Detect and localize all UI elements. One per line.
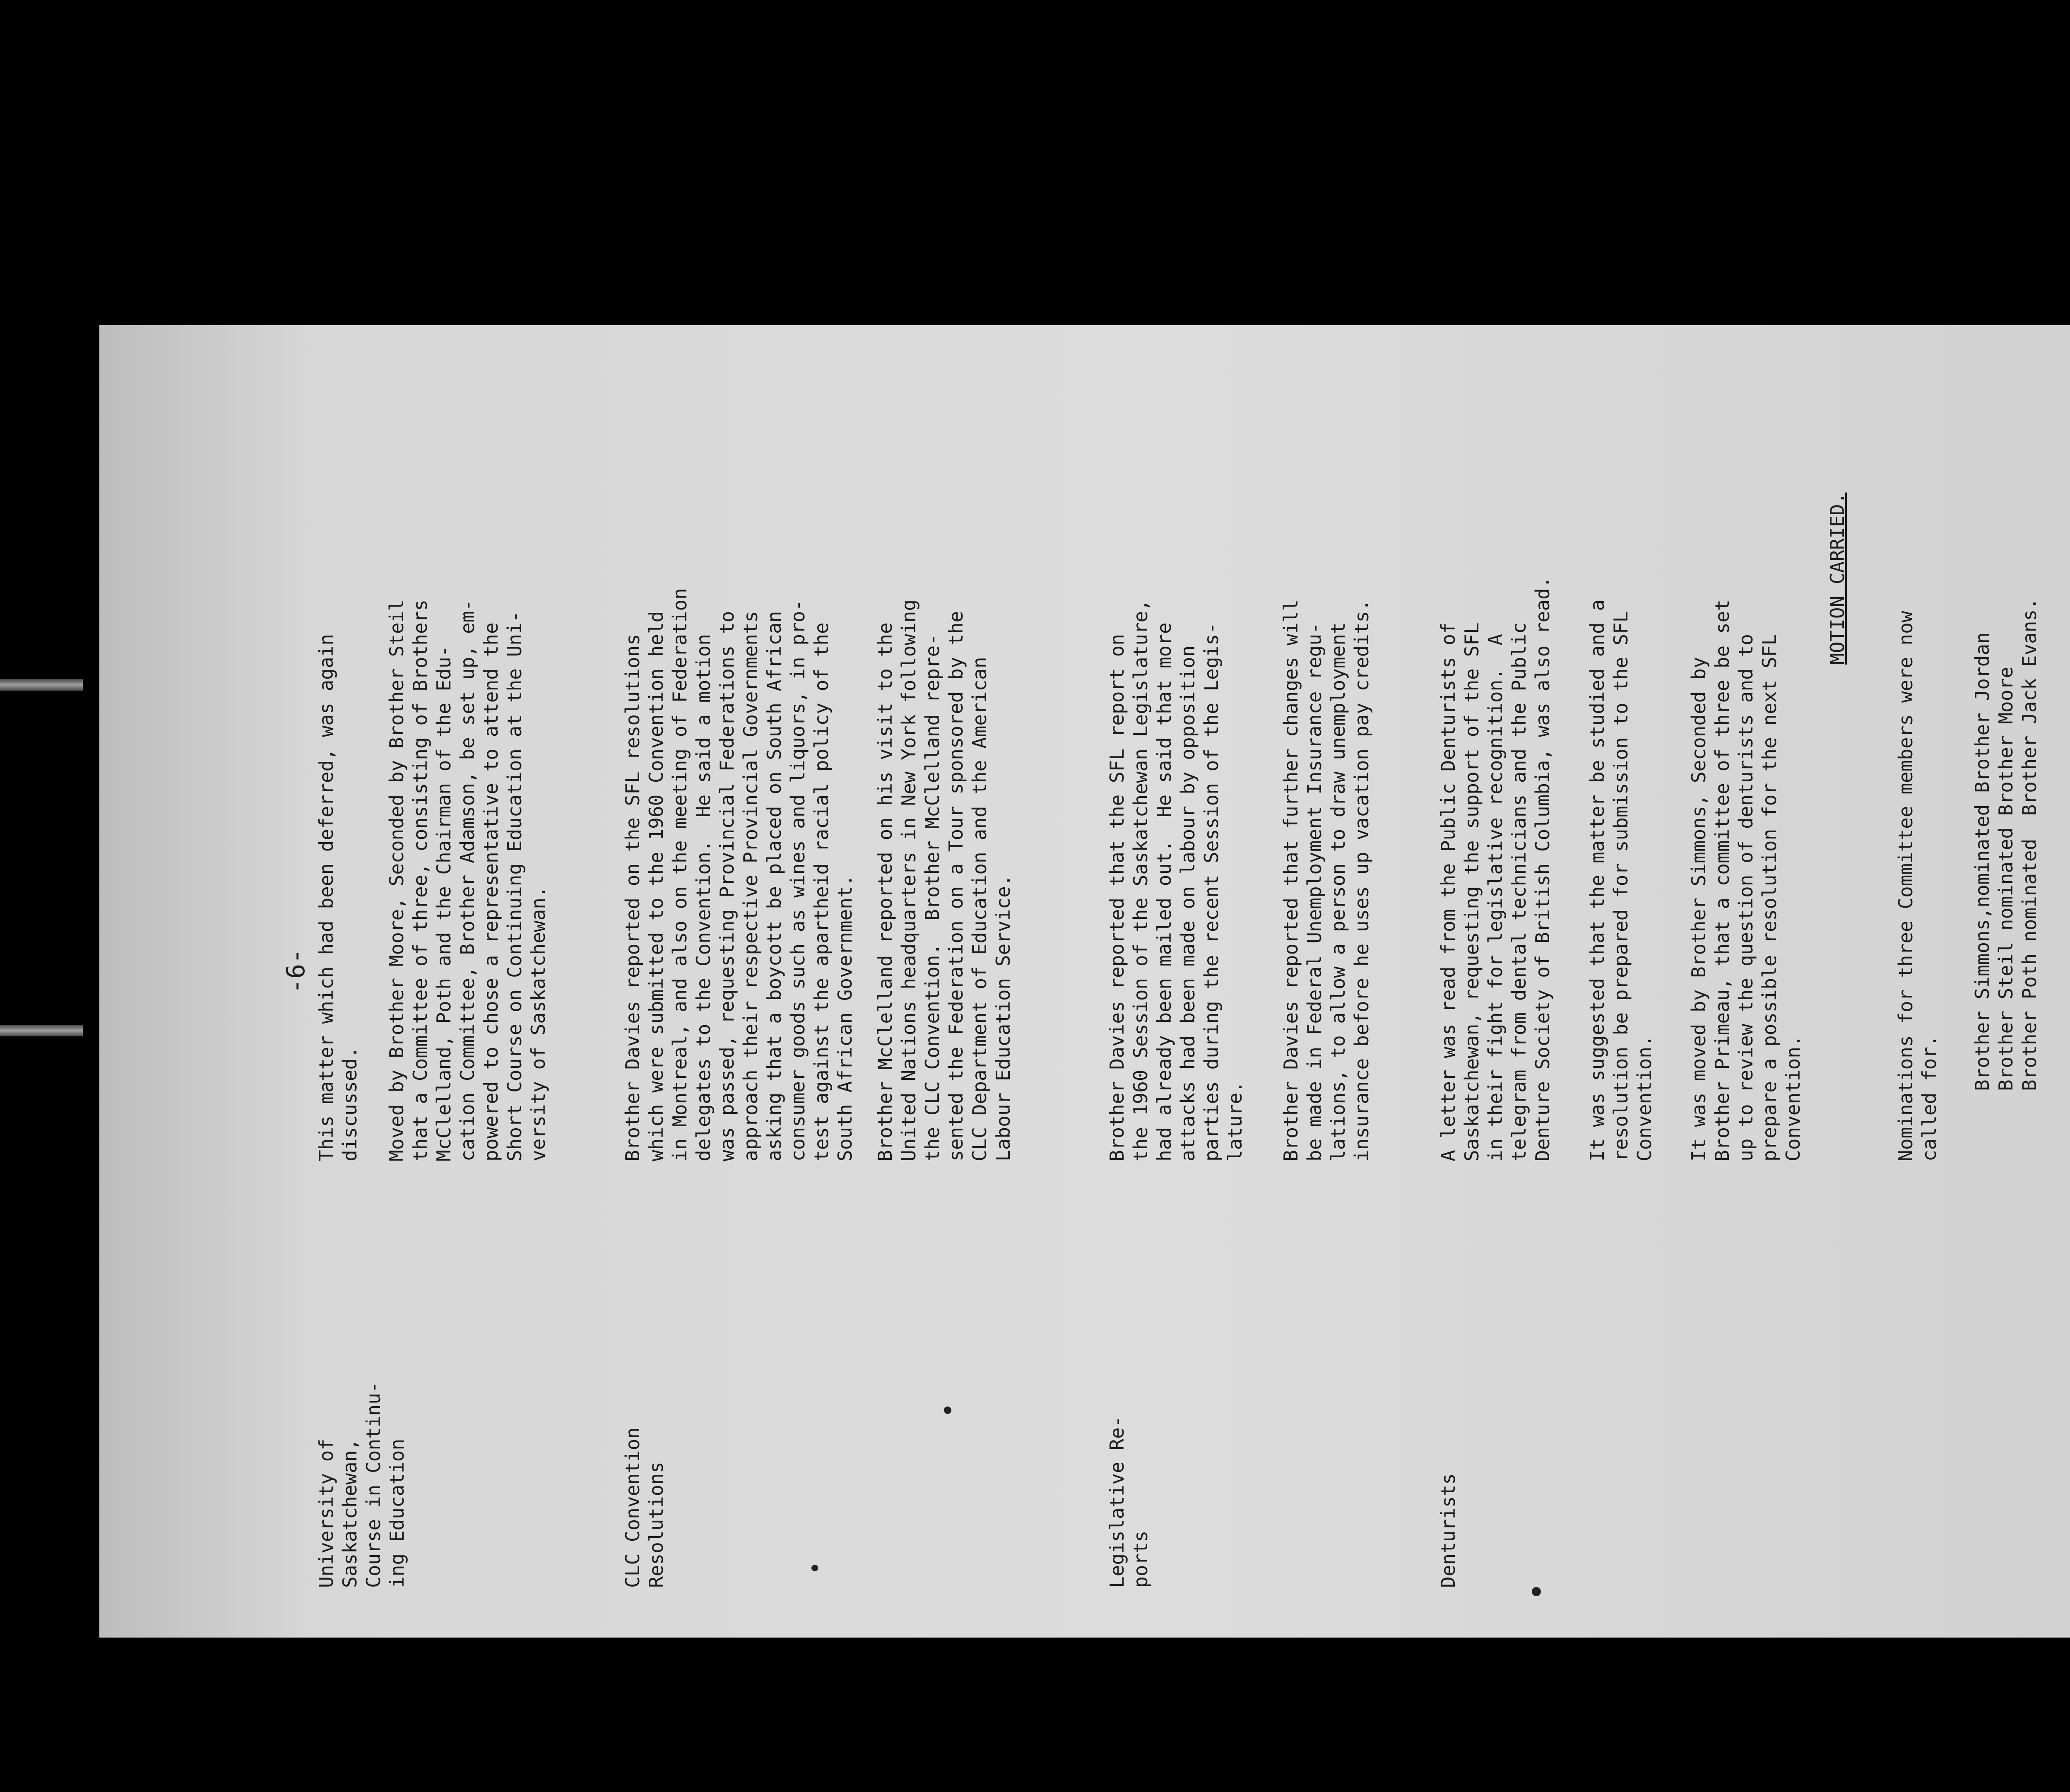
paragraph-davies-legislature: Brother Davies reported that the SFL report on the 1960 Session of the Saskatchewan Legislature, had already been mailed out. He said that more attacks had been made on labour by opposition parties during the recent Session of the Legis- lature. <box>1106 599 1246 1161</box>
rotated-document-body <box>99 325 2070 1638</box>
page-number: -6- <box>282 949 310 994</box>
paragraph-davies-unemployment: Brother Davies reported that further changes will be made in Federal Unemployment Insurance regu- lations, to allow a person to draw unemployment insurance before he uses up vacation pay credits. <box>1280 599 1373 1161</box>
paragraph-mcclelland-un: Brother McClelland reported on his visit to the United Nations headquarters in New York following the CLC Convention. Brother McClelland repre- sented the Federation on a Tour sponsored by the CLC Department of Education and the American Labour Education Service. <box>874 599 1014 1161</box>
section-heading-clc-convention: CLC Convention Resolutions <box>621 1427 667 1588</box>
document-page <box>99 325 2070 1638</box>
paragraph-nominations: Nominations for three Committee members were now called for. <box>1894 611 1940 1161</box>
paragraph-moved-simmons: It was moved by Brother Simmons, Seconded by Brother Primeau, that a committee of three be set up to review the question of denturists and to prepare a possible resolution for the next SFL Convention. <box>1687 599 1804 1161</box>
film-sprocket-left-upper <box>0 679 83 691</box>
dust-speck <box>811 1565 818 1571</box>
section-heading-legislative-reports: Legislative Re- ports <box>1106 1416 1152 1588</box>
paragraph-matter-deferred: This matter which had been deferred, was again discussed. <box>315 634 361 1161</box>
paragraph-moved-moore: Moved by Brother Moore, Seconded by Brother Steil that a Committee of three, consisting of Brothers McClelland, Poth and the Chairman of the Edu- cation Committee, Brother Adamson, be set up, em- powered to chose a representative to attend the Short Course on Continuing Education at the Uni- versity of Saskatchewan. <box>385 599 549 1161</box>
nomination-list: Brother Simmons,nominated Brother Jordan Brother Steil nominated Brother Moore Brother Poth nominated Brother Jack Evans. <box>1971 598 2041 1091</box>
paragraph-davies-resolutions: Brother Davies reported on the SFL resolutions which were submitted to the 1960 Convention held in Montreal, and also on the meeting of Federation delegates to the Convention. He said a motion was passed, requesting Provincial Federations to approach their respective Provincial Governments asking that a boycott be placed on South African consumer goods such as wines and liquors, in pro- test against the apartheid racial policy of the South African Government. <box>621 588 856 1161</box>
section-heading-denturists: Denturists <box>1437 1473 1459 1588</box>
paragraph-matter-studied: It was suggested that the matter be studied and a resolution be prepared for submission to the SFL Convention. <box>1586 599 1656 1161</box>
dust-speck <box>944 1407 951 1414</box>
section-heading-university: University of Saskatchewan, Course in Continu- ing Education <box>315 1381 408 1588</box>
film-sprocket-left-lower <box>0 1025 83 1036</box>
motion-carried-1: MOTION CARRIED. <box>1826 492 1849 665</box>
paragraph-denturists-letter: A letter was read from the Public Denturists of Saskatchewan, requesting the support of the SFL in their fight for legislative recognition. A telegram from dental technicians and the Public Denture Society of British Columbia, was also read. <box>1437 576 1554 1161</box>
dust-speck <box>1532 1587 1541 1596</box>
